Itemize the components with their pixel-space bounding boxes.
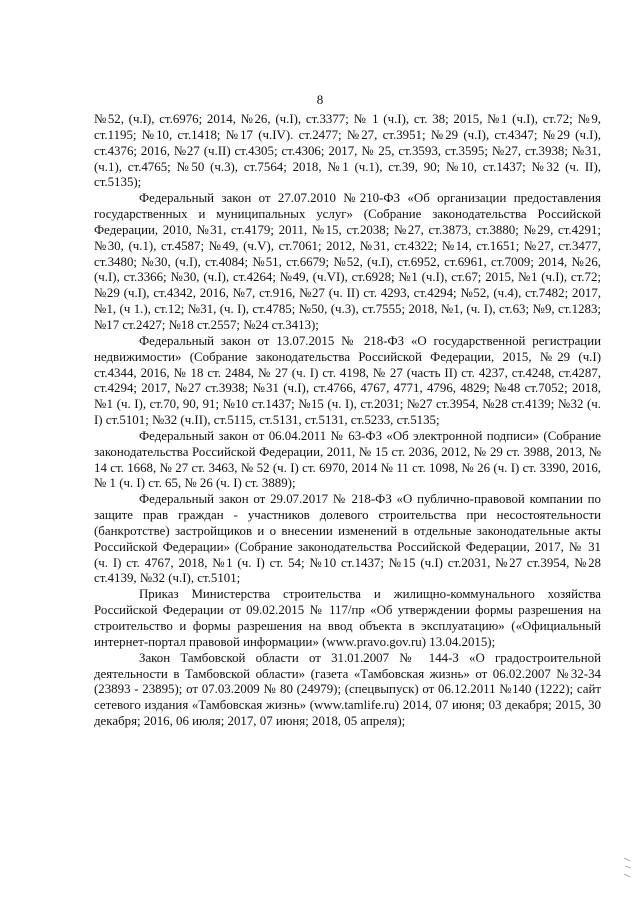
paragraph-federal-law-210: Федеральный закон от 27.07.2010 №210-ФЗ «Об организации предоставления государственных и муниципальных услуг» (Собрание законодательства Российской Федерации, 2010, №31, ст.4179; 2011, №15, ст.2038; №27, ст.3873, ст.3880; №29, ст.4291; №30, (ч.1), ст.4587; №49, (ч.V), ст.7061; 2012, №31, ст.4322; №14, ст.1651; №27, ст.3477, ст.3480; №30, (ч.I), ст.4084; №51, ст.6679; №52, (ч.I), ст.6952, ст.6961, ст.7009; 2014, №26, (ч.I), ст.3366; №30, (ч.I), ст.4264; №49, (ч.VI), ст.6928; №1 (ч.I), ст.67; 2015, №1 (ч.I), ст.72; №29 (ч.I), ст.4342, 2016, №7, ст.916, №27 (ч. II) ст. 4293, ст.4294; №52, (ч.4), ст.7482; 2017, №1, (ч 1.), ст.12; №31, (ч. I), ст.4785; №50, (ч.3), ст.7555; 2018, №1, (ч. I), ст.63; №9, ст.1283; №17 ст.2427; №18 ст.2557; №24 ст.3413);: [94, 191, 601, 332]
paragraph-continuation: №52, (ч.I), ст.6976; 2014, №26, (ч.I), ст.3377; № 1 (ч.I), ст. 38; 2015, №1 (ч.I), ст.72; №9, ст.1195; №10, ст.1418; №17 (ч.IV). ст.2477; №27, ст.3951; №29 (ч.I), ст.4347; №29 (ч.I), ст.4376; 2016, №27 (ч.II) ст.4305; ст.4306; 2017, № 25, ст.3593, ст.3595; №27, ст.3938; №31, (ч.1), ст.4765; №50 (ч.3), ст.7564; 2018, №1 (ч.1), ст.39, 90; №10, ст.1437; №32 (ч. II), ст.5135);: [94, 112, 601, 190]
page-number: 8: [316, 92, 324, 107]
scan-artifact-mark: [622, 855, 634, 881]
paragraph-ministry-order-117: Приказ Министерства строительства и жилищно-коммунального хозяйства Российской Федерации от 09.02.2015 № 117/пр «Об утверждении формы разрешения на строительство и формы разрешения на ввод объекта в эксплуатацию» («Официальный интернет-портал правовой информации» (www.pravo.gov.ru) 13.04.2015);: [94, 587, 601, 649]
paragraph-federal-law-218-2017: Федеральный закон от 29.07.2017 № 218-ФЗ «О публично-правовой компании по защите прав граждан - участников долевого строительства при несостоятельности (банкротстве) застройщиков и о внесении изменений в отдельные законодательные акты Российской Федерации» (Собрание законодательства Российской Федерации, 2017, № 31 (ч. I) ст. 4767, 2018, №1 (ч. I) ст. 54; №10 ст.1437; №15 (ч.I) ст.2031, №27 ст.3954, №28 ст.4139, №32 (ч.I), ст.5101;: [94, 492, 601, 586]
paragraph-tambov-law-144: Закон Тамбовской области от 31.01.2007 № 144-З «О градостроительной деятельности в Тамбовской области» (газета «Тамбовская жизнь» от 06.02.2007 №32-34 (23893 - 23895); от 07.03.2009 № 80 (24979); (спецвыпуск) от 06.12.2011 №140 (1222); сайт сетевого издания «Тамбовская жизнь» (www.tamlife.ru) 2014, 07 июня; 03 декабря; 2015, 30 декабря; 2016, 06 июля; 2017, 07 июня; 2018, 05 апреля);: [94, 650, 601, 729]
paragraph-federal-law-218-2015: Федеральный закон от 13.07.2015 № 218-ФЗ «О государственной регистрации недвижимости» (Собрание законодательства Российской Федерации, 2015, №29 (ч.I) ст.4344, 2016, № 18 ст. 2484, № 27 (ч. I) ст. 4198, № 27 (часть II) ст. 4237, ст.4248, ст.4287, ст.4294; 2017, №27 ст.3938; №31 (ч.I), ст.4766, 4767, 4771, 4796, 4829; №48 ст.7052; 2018, №1 (ч. I), ст.70, 90, 91; №10 ст.1437; №15 (ч. I), ст.2031; №27 ст.3954, №28 ст.4139; №32 (ч. I) ст.5101; №32 (ч.II), ст.5115, ст.5131, ст.5131, ст.5233, ст.5135;: [94, 333, 601, 428]
paragraph-federal-law-63: Федеральный закон от 06.04.2011 № 63-ФЗ «Об электронной подписи» (Собрание законодательства Российской Федерации, 2011, № 15 ст. 2036, 2012, № 29 ст. 3988, 2013, № 14 ст. 1668, № 27 ст. 3463, № 52 (ч. I) ст. 6970, 2014 № 11 ст. 1098, № 26 (ч. I) ст. 3390, 2016, № 1 (ч. I) ст. 65, № 26 (ч. I) ст. 3889);: [94, 428, 601, 491]
document-body: [94, 112, 601, 730]
